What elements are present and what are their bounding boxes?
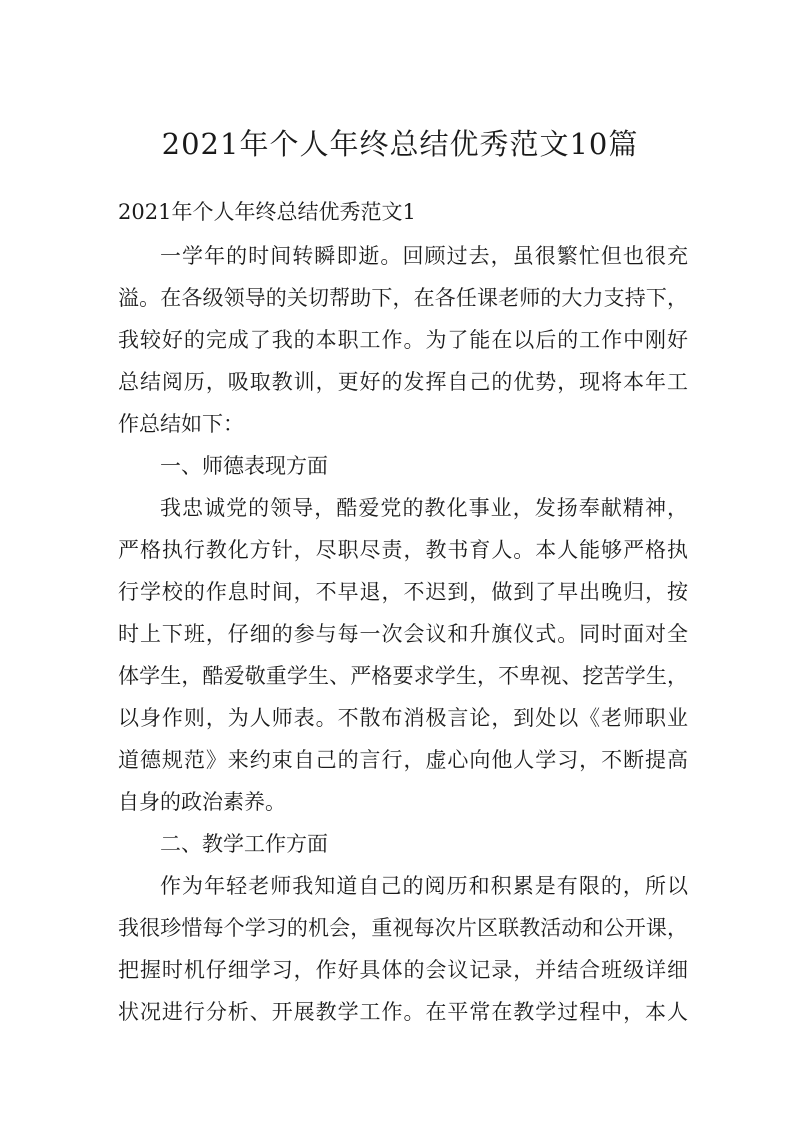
paragraph-line: 溢。在各级领导的关切帮助下，在各任课老师的大力支持下，	[118, 286, 688, 310]
paragraph-line: 严格执行教化方针，尽职尽责，教书育人。本人能够严格执	[118, 538, 688, 562]
paragraph-line: 我忠诚党的领导，酷爱党的教化事业，发扬奉献精神，	[160, 496, 688, 520]
document-title: 2021年个人年终总结优秀范文10篇	[161, 127, 639, 161]
paragraph-line: 我很珍惜每个学习的机会，重视每次片区联教活动和公开课，	[118, 916, 688, 940]
paragraph-line: 以身作则，为人师表。不散布消极言论，到处以《老师职业	[118, 706, 688, 730]
paragraph-line: 时上下班，仔细的参与每一次会议和升旗仪式。同时面对全	[118, 622, 688, 646]
section-heading: 2021年个人年终总结优秀范文1	[118, 200, 416, 224]
paragraph-line: 作总结如下：	[118, 412, 244, 436]
paragraph-line: 体学生，酷爱敬重学生、严格要求学生，不卑视、挖苦学生，	[118, 664, 688, 688]
paragraph-line: 我较好的完成了我的本职工作。为了能在以后的工作中刚好	[118, 328, 688, 352]
paragraph-line: 把握时机仔细学习，作好具体的会议记录，并结合班级详细	[118, 958, 688, 982]
paragraph-line: 状况进行分析、开展教学工作。在平常在教学过程中，本人	[118, 1000, 688, 1024]
paragraph-line: 行学校的作息时间，不早退，不迟到，做到了早出晚归，按	[118, 580, 688, 604]
paragraph-line: 一学年的时间转瞬即逝。回顾过去，虽很繁忙但也很充	[160, 244, 688, 268]
paragraph-line: 作为年轻老师我知道自己的阅历和积累是有限的，所以	[160, 874, 688, 898]
paragraph-line: 总结阅历，吸取教训，更好的发挥自己的优势，现将本年工	[118, 370, 688, 394]
subsection-heading: 一、师德表现方面	[160, 454, 328, 478]
subsection-heading: 二、教学工作方面	[160, 832, 328, 856]
paragraph-line: 自身的政治素养。	[118, 790, 286, 814]
paragraph-line: 道德规范》来约束自己的言行，虚心向他人学习，不断提高	[118, 748, 688, 772]
